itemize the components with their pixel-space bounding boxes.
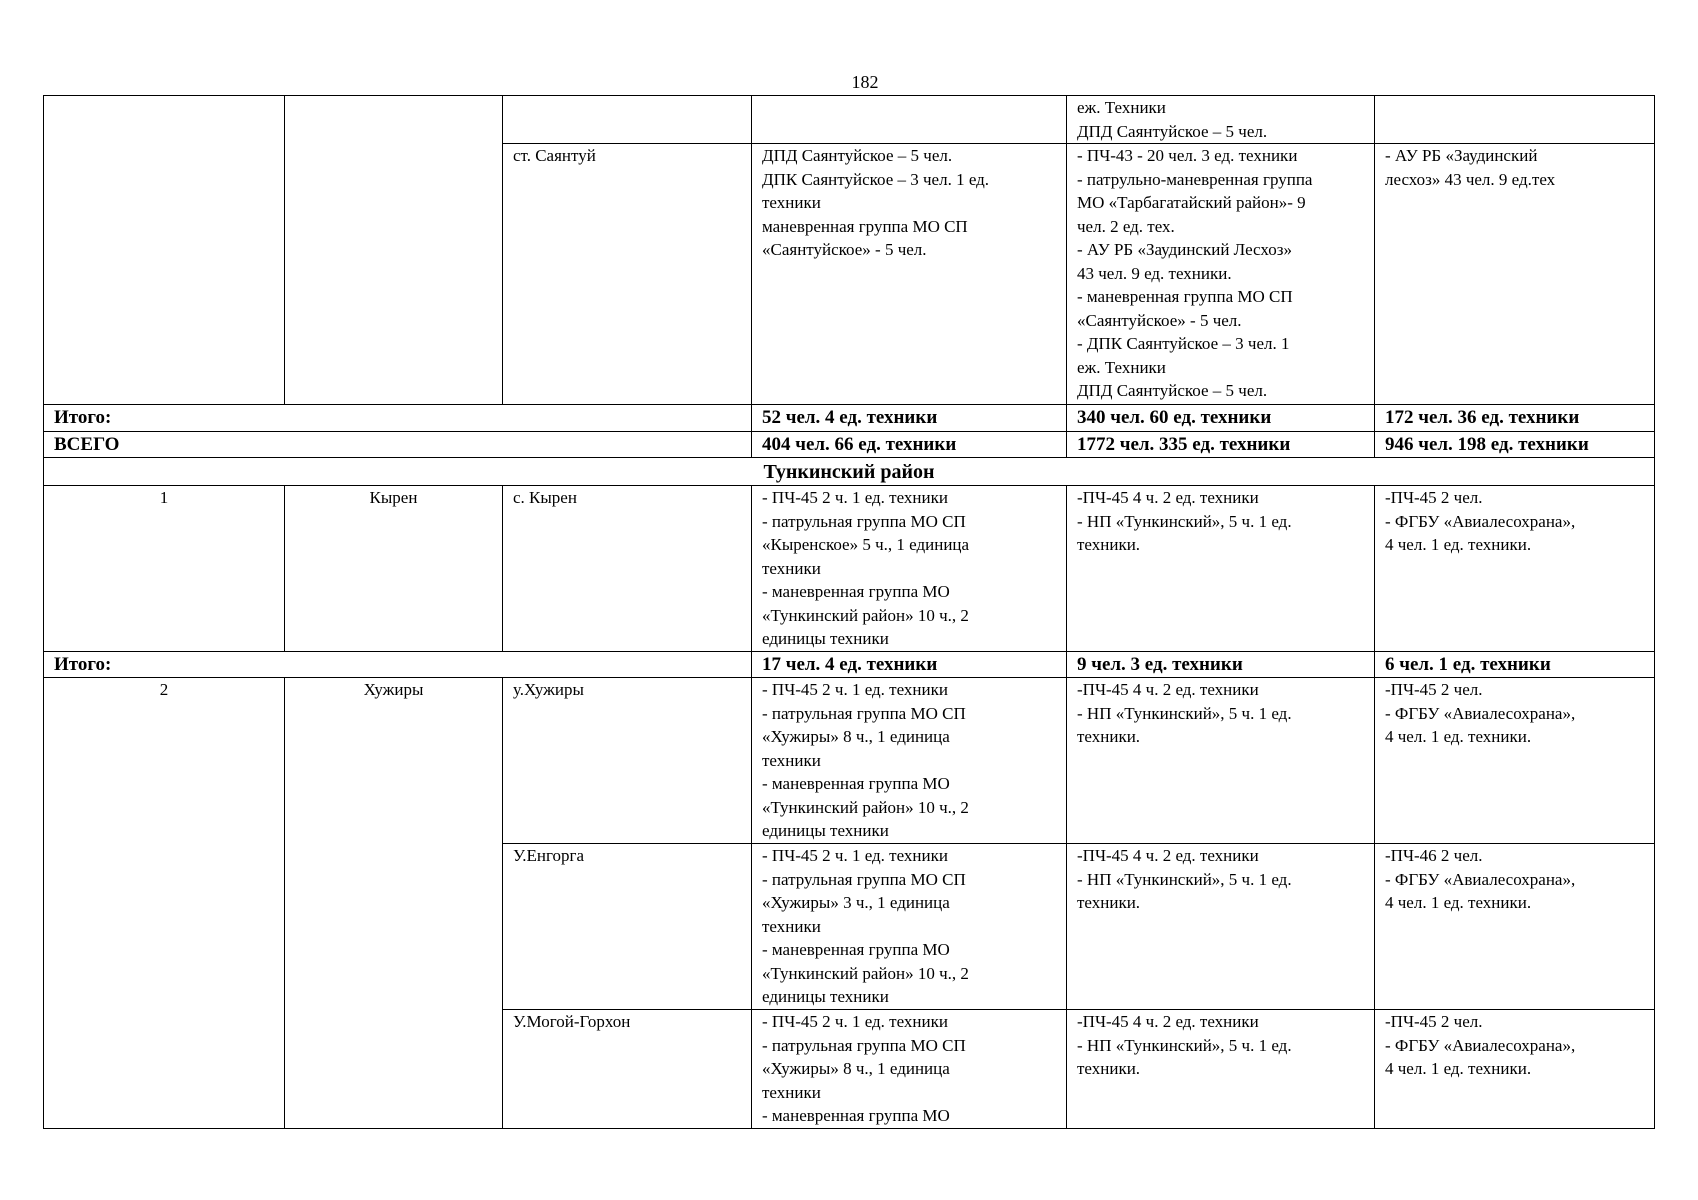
cell-number — [44, 96, 285, 405]
cell-district-forces — [1067, 96, 1375, 144]
cell-line: «Саянтуйское» - 5 чел. — [762, 240, 927, 259]
cell-municipality — [285, 96, 503, 405]
cell-regional-forces — [1375, 844, 1655, 1010]
table-row-grand-total — [44, 432, 1655, 458]
cell-line: техники. — [1077, 535, 1141, 554]
cell-local-forces — [752, 678, 1067, 844]
settlement-name: У.Енгорга — [513, 846, 585, 865]
subtotal-regional: 6 чел. 1 ед. техники — [1375, 652, 1655, 678]
cell-line: техники — [762, 1082, 821, 1102]
cell-line: - патрульная группа МО СП — [762, 1035, 966, 1055]
table-row-district — [44, 458, 1655, 486]
cell-municipality: Кырен — [285, 486, 503, 652]
cell-line: ДПД Саянтуйское – 5 чел. — [1077, 121, 1268, 141]
cell-district-forces — [1067, 144, 1375, 405]
cell-line: 4 чел. 1 ед. техники. — [1385, 1059, 1532, 1078]
cell-line: - маневренная группа МО — [762, 940, 950, 959]
cell-line: «Хужиры» 3 ч., 1 единица — [762, 893, 950, 912]
table-row-subtotal — [44, 405, 1655, 432]
cell-local-forces — [752, 96, 1067, 144]
grand-total-district: 1772 чел. 335 ед. техники — [1067, 432, 1375, 458]
cell-line: - ФГБУ «Авиалесохрана», — [1385, 703, 1576, 723]
cell-line: 43 чел. 9 ед. техники. — [1077, 263, 1232, 283]
cell-regional-forces — [1375, 144, 1655, 405]
subtotal-label: Итого: — [44, 652, 752, 678]
cell-line: - ПЧ-43 - 20 чел. 3 ед. техники — [1077, 146, 1298, 165]
table-row-continuation — [44, 96, 1655, 144]
cell-line: единицы техники — [762, 987, 889, 1006]
cell-district-forces — [1067, 678, 1375, 844]
cell-line: лесхоз» 43 чел. 9 ед.тех — [1385, 169, 1556, 189]
cell-line: -ПЧ-45 4 ч. 2 ед. техники — [1077, 488, 1259, 507]
cell-settlement — [503, 486, 752, 652]
cell-district-forces — [1067, 844, 1375, 1010]
cell-local-forces — [752, 844, 1067, 1010]
cell-line: маневренная группа МО СП — [762, 216, 968, 236]
cell-number: 2 — [44, 678, 285, 1129]
cell-line: - патрульно-маневренная группа — [1077, 169, 1313, 189]
cell-line: единицы техники — [762, 629, 889, 648]
cell-line: техники. — [1077, 893, 1141, 912]
subtotal-regional: 172 чел. 36 ед. техники — [1375, 405, 1655, 432]
cell-line: «Саянтуйское» - 5 чел. — [1077, 310, 1242, 330]
cell-line: еж. Техники — [1077, 357, 1166, 377]
cell-line: - НП «Тункинский», 5 ч. 1 ед. — [1077, 869, 1292, 889]
settlement-name: с. Кырен — [513, 488, 577, 507]
table-row-khuzhiry — [44, 678, 1655, 844]
cell-line: техники — [762, 558, 821, 578]
subtotal-local: 52 чел. 4 ед. техники — [752, 405, 1067, 432]
cell-line: - маневренная группа МО — [762, 582, 950, 601]
cell-line: еж. Техники — [1077, 98, 1166, 117]
cell-line: -ПЧ-45 4 ч. 2 ед. техники — [1077, 680, 1259, 699]
cell-municipality: Хужиры — [285, 678, 503, 1129]
cell-line: «Хужиры» 8 ч., 1 единица — [762, 727, 950, 746]
cell-line: - ПЧ-45 2 ч. 1 ед. техники — [762, 488, 948, 507]
cell-local-forces — [752, 1010, 1067, 1129]
table-row-kyren — [44, 486, 1655, 652]
cell-line: техники — [762, 750, 821, 770]
cell-local-forces — [752, 144, 1067, 405]
cell-line: МО «Тарбагатайский район»- 9 — [1077, 193, 1306, 212]
forces-table — [43, 95, 1655, 1129]
cell-line: - ФГБУ «Авиалесохрана», — [1385, 511, 1576, 531]
cell-line: - ДПК Саянтуйское – 3 чел. 1 — [1077, 334, 1290, 353]
cell-settlement — [503, 144, 752, 405]
cell-line: - патрульная группа МО СП — [762, 869, 966, 889]
cell-line: чел. 2 ед. тех. — [1077, 216, 1175, 236]
cell-line: 4 чел. 1 ед. техники. — [1385, 893, 1532, 912]
cell-settlement — [503, 844, 752, 1010]
cell-line: «Кыренское» 5 ч., 1 единица — [762, 535, 970, 554]
cell-line: техники — [762, 193, 821, 212]
settlement-name: у.Хужиры — [513, 680, 584, 699]
cell-line: - ФГБУ «Авиалесохрана», — [1385, 869, 1576, 889]
cell-line: «Тункинский район» 10 ч., 2 — [762, 797, 969, 817]
cell-regional-forces — [1375, 486, 1655, 652]
cell-line: техники — [762, 916, 821, 936]
cell-line: единицы техники — [762, 821, 889, 840]
cell-line: - патрульная группа МО СП — [762, 511, 966, 531]
cell-line: ДПД Саянтуйское – 5 чел. — [1077, 381, 1268, 400]
cell-line: 4 чел. 1 ед. техники. — [1385, 535, 1532, 554]
cell-number: 1 — [44, 486, 285, 652]
subtotal-local: 17 чел. 4 ед. техники — [752, 652, 1067, 678]
cell-line: - патрульная группа МО СП — [762, 703, 966, 723]
cell-line: -ПЧ-45 2 чел. — [1385, 1012, 1483, 1031]
settlement-name: ст. Саянтуй — [513, 146, 596, 165]
cell-settlement — [503, 678, 752, 844]
table-row-subtotal — [44, 652, 1655, 678]
subtotal-district: 9 чел. 3 ед. техники — [1067, 652, 1375, 678]
cell-line: «Тункинский район» 10 ч., 2 — [762, 605, 969, 625]
cell-line: -ПЧ-45 2 чел. — [1385, 680, 1483, 699]
cell-district-forces — [1067, 1010, 1375, 1129]
cell-settlement — [503, 96, 752, 144]
cell-district-forces — [1067, 486, 1375, 652]
cell-line: - НП «Тункинский», 5 ч. 1 ед. — [1077, 511, 1292, 531]
cell-regional-forces — [1375, 1010, 1655, 1129]
grand-total-label: ВСЕГО — [44, 432, 752, 458]
cell-line: техники. — [1077, 727, 1141, 746]
cell-line: ДПД Саянтуйское – 5 чел. — [762, 146, 953, 165]
subtotal-district: 340 чел. 60 ед. техники — [1067, 405, 1375, 432]
cell-line: «Хужиры» 8 ч., 1 единица — [762, 1059, 950, 1078]
grand-total-local: 404 чел. 66 ед. техники — [752, 432, 1067, 458]
cell-line: - маневренная группа МО — [762, 1106, 950, 1125]
cell-line: - маневренная группа МО СП — [1077, 287, 1293, 306]
cell-regional-forces — [1375, 96, 1655, 144]
page-number: 182 — [851, 72, 879, 92]
cell-local-forces — [752, 486, 1067, 652]
district-title: Тункинский район — [44, 458, 1655, 486]
cell-settlement — [503, 1010, 752, 1129]
cell-line: - АУ РБ «Заудинский Лесхоз» — [1077, 240, 1292, 259]
settlement-name: У.Могой-Горхон — [513, 1012, 631, 1031]
cell-line: техники. — [1077, 1059, 1141, 1078]
cell-line: - НП «Тункинский», 5 ч. 1 ед. — [1077, 1035, 1292, 1055]
cell-line: - НП «Тункинский», 5 ч. 1 ед. — [1077, 703, 1292, 723]
cell-line: -ПЧ-45 4 ч. 2 ед. техники — [1077, 846, 1259, 865]
cell-line: -ПЧ-46 2 чел. — [1385, 846, 1483, 865]
cell-line: - АУ РБ «Заудинский — [1385, 146, 1538, 165]
cell-regional-forces — [1375, 678, 1655, 844]
cell-line: -ПЧ-45 2 чел. — [1385, 488, 1483, 507]
cell-line: ДПК Саянтуйское – 3 чел. 1 ед. — [762, 169, 990, 189]
grand-total-regional: 946 чел. 198 ед. техники — [1375, 432, 1655, 458]
cell-line: - ФГБУ «Авиалесохрана», — [1385, 1035, 1576, 1055]
cell-line: - маневренная группа МО — [762, 774, 950, 793]
cell-line: - ПЧ-45 2 ч. 1 ед. техники — [762, 846, 948, 865]
cell-line: - ПЧ-45 2 ч. 1 ед. техники — [762, 680, 948, 699]
cell-line: 4 чел. 1 ед. техники. — [1385, 727, 1532, 746]
subtotal-label: Итого: — [44, 405, 752, 432]
cell-line: -ПЧ-45 4 ч. 2 ед. техники — [1077, 1012, 1259, 1031]
cell-line: «Тункинский район» 10 ч., 2 — [762, 963, 969, 983]
cell-line: - ПЧ-45 2 ч. 1 ед. техники — [762, 1012, 948, 1031]
